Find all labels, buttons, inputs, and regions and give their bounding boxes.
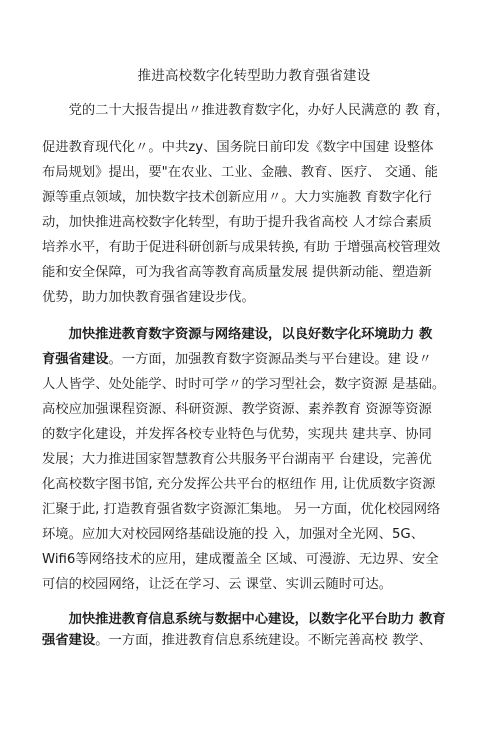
paragraph-line	[42, 322, 466, 347]
paragraph-line: 能和安全保障，可为我省高等教育高质量发展 提供新动能、塑造新	[42, 265, 432, 280]
paragraph-line: 人人皆学、处处能学、时时可学〃的学习型社会，数字资源 是基础。	[42, 377, 446, 392]
section-heading: 加快推进教育数字资源与网络建设，以良好数字化环境助力 教	[68, 327, 433, 342]
paragraph-3-body	[42, 630, 466, 651]
section-heading: 育强省建设	[42, 352, 109, 367]
paragraph-2-body	[42, 347, 466, 597]
document-title: 推进高校数字化转型助力教育强省建设	[137, 68, 371, 84]
paragraph-1-body	[42, 135, 466, 310]
section-heading: 加快推进教育信息系统与数据中心建设，以数字化平台助力 教育	[68, 612, 446, 627]
paragraph-text: 。一方面，推进教育信息系统建设。不断完善高校 教学、	[95, 633, 432, 648]
paragraph-line: 优势，助力加快教育强省建设步伐。	[42, 290, 255, 305]
paragraph-2-heading	[42, 322, 466, 347]
paragraph-3-heading	[42, 609, 466, 630]
section-heading: 强省建设	[42, 633, 96, 648]
paragraph-line	[42, 609, 466, 630]
paragraph-line: 党的二十大报告提出〃推进教育数字化，办好人民满意的 教 育，	[68, 103, 450, 118]
paragraph-line: 发展；大力推进国家智慧教育公共服务平台湖南平 台建设，完善优	[42, 452, 432, 467]
paragraph-line: 培养水平，有助于促进科研创新与成果转换, 有助 于增强高校管理效	[42, 240, 441, 255]
paragraph-line: 汇聚于此, 打造教育强省数字资源汇集地。 另一方面，优化校园网络	[42, 502, 441, 517]
paragraph-line: 化高校数字图书馆, 充分发挥公共平台的枢纽作 用, 让优质数字资源	[42, 477, 436, 492]
paragraph-line	[42, 347, 466, 372]
paragraph-line: 高校应加强课程资源、科研资源、教学资源、素养教育 资源等资源	[42, 402, 432, 417]
paragraph-line: 可信的校园网络，让泛在学习、云 课堂、实训云随时可达。	[42, 577, 392, 592]
paragraph-line: 的数字化建设，并发挥各校专业特色与优势，实现共 建共享、协同	[42, 427, 432, 442]
paragraph-line: 源等重点领域，加快数字技术创新应用〃。大力实施教 育数字化行	[42, 190, 432, 205]
paragraph-line: 动，加快推进高校数字化转型，有助于提升我省高校 人才综合素质	[42, 215, 432, 230]
paragraph-line	[42, 630, 466, 651]
paragraph-line: 环境。应加大对校园网络基础设施的投 入，加强对全光网、5G、	[42, 527, 425, 542]
paragraph-line: Wifi6等网络技术的应用，建成覆盖全 区域、可漫游、无边界、安全	[42, 552, 439, 567]
paragraph-line: 布局规划》提出，要"在农业、工业、金融、教育、医疗、 交通、能	[42, 165, 438, 180]
paragraph-1	[42, 98, 466, 123]
paragraph-text: 。一方面，加强教育数字资源品类与平台建设。建 设〃	[108, 352, 432, 367]
paragraph-line: 促进教育现代化〃。中共zy、国务院日前印发《数字中国建 设整体	[42, 140, 434, 155]
